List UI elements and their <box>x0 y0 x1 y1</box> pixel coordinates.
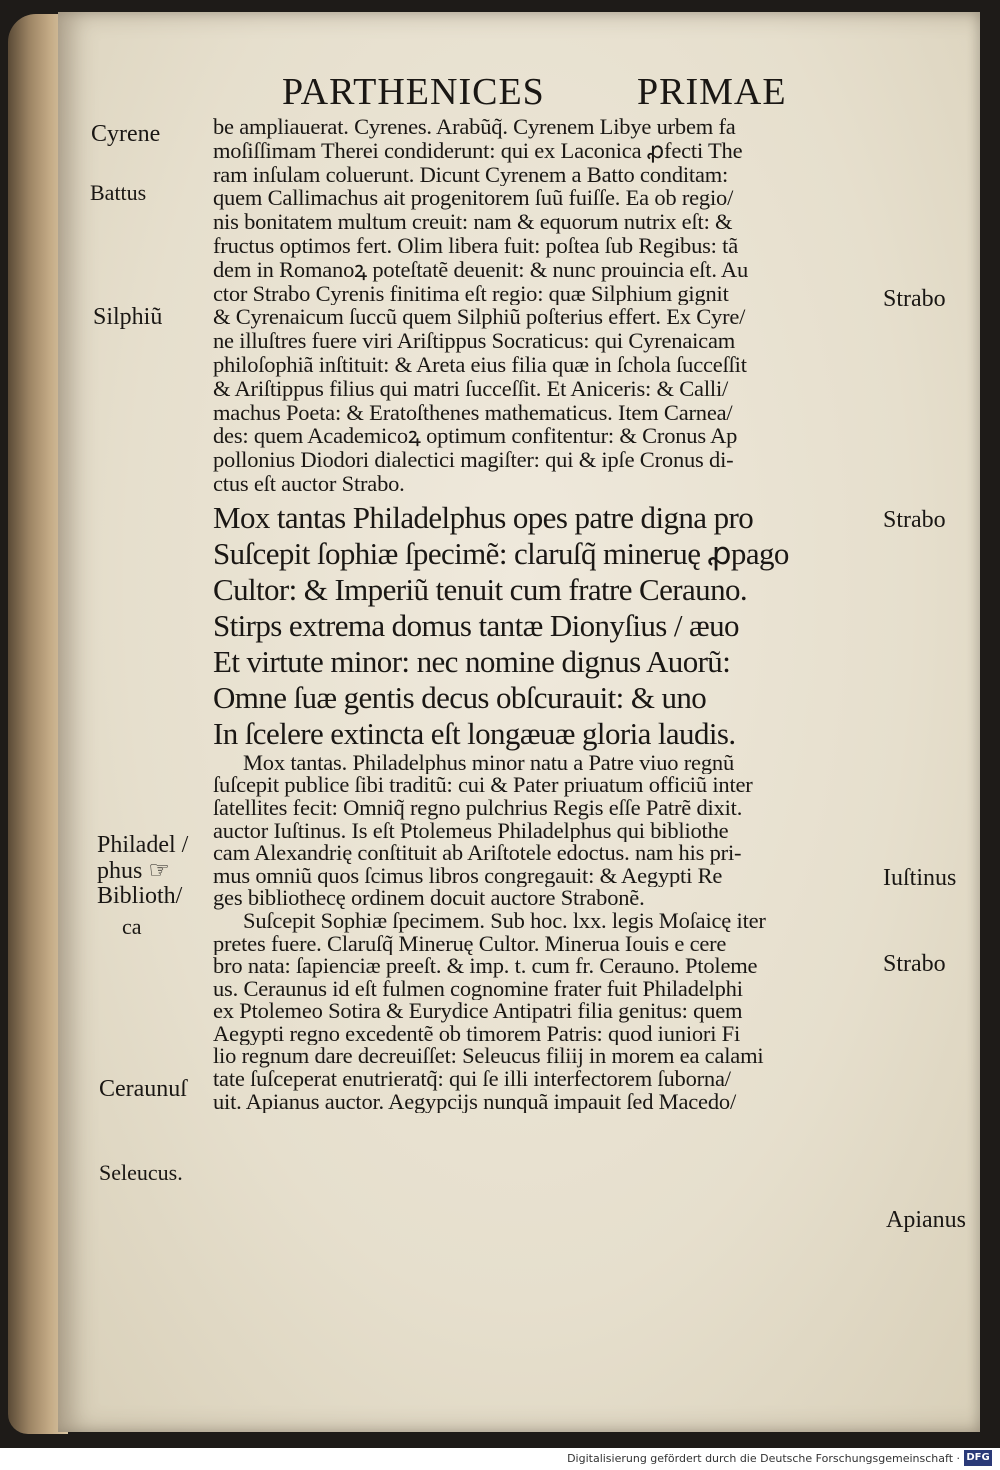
margin-note-philadelphus-1: Philadel / <box>97 832 189 858</box>
verse-line: Stirps extrema domus tantæ Dionyſius / æuo <box>213 607 739 643</box>
text-line: mus omniũ quos ſcimus libros congregauit: & Aegypti Re <box>213 864 723 888</box>
text-line: ne illuſtres fuere viri Ariſtippus Socraticus: qui Cyrenaicam <box>213 329 736 353</box>
verse-line: In ſcelere extincta eſt longæuæ gloria laudis. <box>213 715 736 751</box>
running-head-right: PRIMAE <box>637 71 787 113</box>
text-line: cam Alexandrię conſtituit ab Ariſtotele edoctus. nam his pri- <box>213 842 742 865</box>
text-line: ges bibliothecę ordinem docuit auctore Strabonẽ. <box>213 887 645 910</box>
verse-line: Cultor: & Imperiũ tenuit cum fratre Cerauno. <box>213 571 748 607</box>
text-line: uit. Apianus auctor. Aegypcĳs nunquã impauit ſed Macedo/ <box>213 1090 736 1114</box>
margin-note-silphium: Silphiũ <box>93 304 163 330</box>
verse-line: Et virtute minor: nec nomine dignus Auorũ: <box>213 643 731 679</box>
text-line: ctor Strabo Cyrenis finitima eſt regio: quæ Silphium gignit <box>213 281 729 306</box>
margin-note-philadelphus-2: phus ☞ <box>97 858 170 884</box>
text-line: Aegypti regno excedentẽ ob timorem Patris: quod iuniori Fi <box>213 1022 741 1046</box>
text-line: ctus eſt auctor Strabo. <box>213 471 405 496</box>
text-line: Mox tantas. Philadelphus minor natu a Patre viuo regnũ <box>243 751 734 775</box>
text-line: dem in Romanoꝝ poteſtatẽ deuenit: & nunc prouincia eſt. Au <box>213 257 749 282</box>
verse-line: Suſcepit ſophiæ ſpecimẽ: claruſq̃ mineruę ꝓpago <box>213 535 789 571</box>
text-line: quem Callimachus ait progenitorem ſuũ fuiſſe. Ea ob regio/ <box>213 186 734 211</box>
text-line: machus Poeta: & Eratoſthenes mathematicus. Item Carnea/ <box>213 400 733 425</box>
margin-note-bibliotheca-1: Biblioth/ <box>97 883 183 909</box>
margin-note-bibliotheca-2: ca <box>122 914 142 939</box>
verse-line: Mox tantas Philadelphus opes patre digna pro <box>213 499 754 535</box>
text-line: us. Ceraunus id eſt fulmen cognomine frater fuit Philadelphi <box>213 977 743 1001</box>
text-line: ram inſulam coluerunt. Dicunt Cyrenem a Batto conditam: <box>213 162 729 187</box>
text-line: pollonius Diodori dialectici magiſter: qui & ipſe Cronus di- <box>213 448 734 472</box>
margin-note-ceraunus: Ceraunuſ <box>99 1076 187 1102</box>
footer-credit: Digitalisierung gefördert durch die Deutsche Forschungsgemeinschaft · <box>567 1452 960 1465</box>
margin-note-strabo-2: Strabo <box>883 507 946 533</box>
text-line: pretes fuere. Claruſq̃ Mineruę Cultor. Minerua Iouis e cere <box>213 932 727 956</box>
text-line: & Cyrenaicum ſuccũ quem Silphiũ poſterius effert. Ex Cyre/ <box>213 305 746 330</box>
text-line: moſiſſimam Therei condiderunt: qui ex Laconica ꝓfecti The <box>213 138 743 163</box>
text-line: des: quem Academicoꝝ optimum confitentur: & Cronus Ap <box>213 424 738 449</box>
text-line: fructus optimos fert. Olim libera fuit: poſtea ſub Regibus: tã <box>213 233 738 258</box>
text-line: philoſophiã inſtituit: & Areta eius filia quæ in ſchola ſucceſſit <box>213 352 747 377</box>
dfg-logo: DFG <box>964 1450 992 1466</box>
text-line: ſatellites fecit: Omniq̃ regno pulchrius Regis eſſe Patrẽ dixit. <box>213 796 743 820</box>
margin-note-strabo-1: Strabo <box>883 286 946 312</box>
text-line: be ampliauerat. Cyrenes. Arabũq̃. Cyrenem Libye urbem fa <box>213 115 736 139</box>
commentary-philadelphus <box>213 752 873 910</box>
text-line: ſuſcepit publice ſibi traditũ: cui & Pater priuatum officiũ inter <box>213 774 753 797</box>
text-line: ex Ptolemeo Sotira & Eurydice Antipatri filia genitus: quem <box>213 1000 743 1023</box>
text-line: tate ſuſceperat enutrieratq̃: qui ſe illi interfectorem ſuborna/ <box>213 1068 731 1091</box>
running-head-left: PARTHENICES <box>282 71 545 113</box>
text-line: lio regnum dare decreuiſſet: Seleucus filiĳ in morem ea calami <box>213 1045 764 1069</box>
margin-note-iustinus: Iuſtinus <box>883 865 957 891</box>
margin-note-apianus: Apianus <box>886 1207 966 1233</box>
footer-bar <box>0 1448 1000 1470</box>
text-line: auctor Iuſtinus. Is eſt Ptolemeus Philadelphus qui bibliothe <box>213 819 729 843</box>
commentary-cyrene <box>213 115 873 496</box>
verse-line: Omne ſuæ gentis decus obſcurauit: & uno <box>213 679 707 715</box>
text-line: Suſcepit Sophiæ ſpecimem. Sub hoc. lxx. legis Moſaicę iter <box>243 909 766 933</box>
margin-note-seleucus: Seleucus. <box>99 1160 183 1185</box>
text-line: & Ariſtippus filius qui matri ſucceſſit. Et Aniceris: & Calli/ <box>213 376 729 401</box>
commentary-ceraunus <box>213 910 873 1113</box>
text-line: bro nata: ſapienciæ preeſt. & imp. t. cum fr. Cerauno. Ptoleme <box>213 955 758 978</box>
margin-note-battus: Battus <box>90 180 147 205</box>
margin-note-cyrene: Cyrene <box>91 121 161 147</box>
main-text <box>213 115 873 1113</box>
margin-note-strabo-3: Strabo <box>883 951 946 977</box>
text-line: nis bonitatem multum creuit: nam & equorum nutrix eſt: & <box>213 210 733 234</box>
verse-passage <box>213 500 873 752</box>
